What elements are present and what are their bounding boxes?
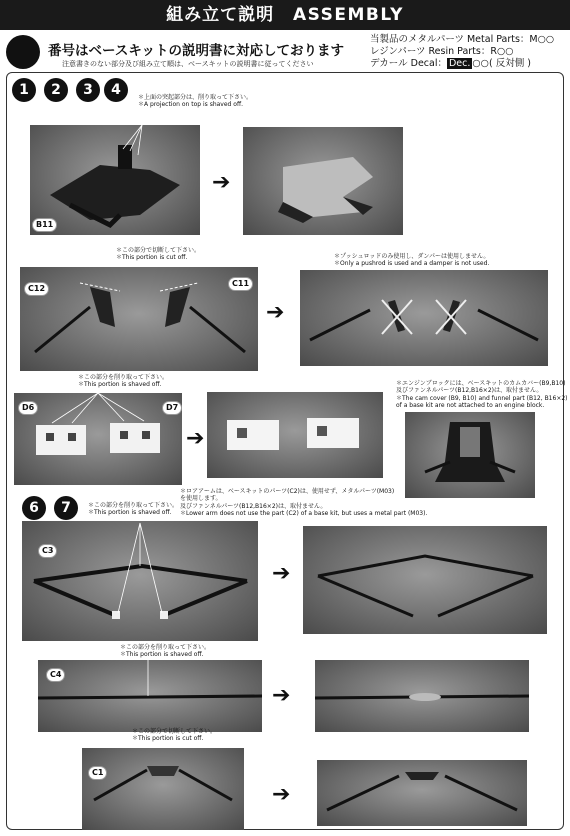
note-cut-off-1 bbox=[116, 247, 200, 262]
engine-block-illustration bbox=[405, 412, 535, 498]
upright-illustration bbox=[82, 748, 244, 830]
note-lower-arm-jp2: を使用します。 bbox=[180, 495, 222, 503]
note-lower-arm bbox=[180, 488, 427, 518]
page-header bbox=[0, 0, 570, 30]
intro-title: 番号はベースキットの説明書に対応しております bbox=[48, 43, 345, 59]
rod-shaved-illustration bbox=[315, 660, 529, 732]
header-title-jp: 組み立て説明 bbox=[166, 5, 275, 25]
arrow-right-icon: ➔ bbox=[272, 782, 291, 807]
photo-pushrods-after bbox=[300, 270, 548, 366]
note-cam-cover-en1: ＊The cam cover (B9, B10) and funnel part (B12, B16×2) bbox=[396, 394, 568, 402]
note-cut-off-2-jp: ＊この部分で切断して下さい。 bbox=[132, 728, 217, 735]
note-lower-arm-en: ＊Lower arm does not use the part (C2) of a base kit, but uses a metal part (M03). bbox=[180, 510, 428, 518]
parts-legend bbox=[370, 34, 554, 70]
intro-section bbox=[0, 32, 570, 72]
note-pushrod-jp: ＊プッシュロッドのみ使用し、ダンパーは使用しません。 bbox=[334, 253, 490, 260]
part-tag-d6: D6 bbox=[18, 401, 38, 415]
step-number: 3 bbox=[76, 78, 100, 102]
note-cam-cover bbox=[396, 380, 568, 410]
note-cam-cover-en2: of a base kit are not attached to an engine block. bbox=[396, 402, 545, 410]
arrow-right-icon: ➔ bbox=[212, 170, 231, 195]
note-shaved-1 bbox=[78, 374, 168, 389]
note-cut-off-2 bbox=[132, 728, 216, 743]
part-tag-c1: C1 bbox=[88, 766, 107, 780]
note-shaved-3 bbox=[120, 644, 210, 659]
legend-resin: レジンパーツ Resin Parts：R○○ bbox=[370, 46, 514, 57]
intro-note: 注意書きのない部分及び組み立て順は、ベースキットの説明書に従ってください bbox=[62, 60, 314, 68]
legend-decal-prefix: デカール Decal： bbox=[370, 58, 447, 69]
rod-illustration bbox=[38, 660, 262, 732]
bullet-dot-icon bbox=[6, 35, 40, 69]
arrow-right-icon: ➔ bbox=[266, 300, 285, 325]
arrow-right-icon: ➔ bbox=[186, 426, 205, 451]
photo-blocks-before bbox=[14, 393, 182, 485]
photo-engine-block bbox=[405, 412, 535, 498]
step-number: 1 bbox=[12, 78, 36, 102]
part-tag-d7: D7 bbox=[162, 401, 182, 415]
legend-metal: 当製品のメタルパーツ Metal Parts：M○○ bbox=[370, 34, 555, 45]
note-pushrod-en: ＊Only a pushrod is used and a damper is not used. bbox=[334, 260, 490, 268]
note-lower-arm-jp3: 及びファンネルパーツ(B12,B16×2)は、取付ません。 bbox=[180, 502, 327, 510]
lower-arm-metal-illustration bbox=[303, 526, 547, 634]
note-projection-en: ＊A projection on top is shaved off. bbox=[138, 101, 243, 109]
note-shaved-3-jp: ＊この部分を削り取って下さい。 bbox=[120, 644, 211, 651]
note-shaved-2-jp: ＊この部分を削り取って下さい。 bbox=[88, 502, 179, 509]
resin-blocks-shaved-illustration bbox=[207, 392, 383, 478]
note-cut-off-1-en: ＊This portion is cut off. bbox=[116, 254, 188, 262]
photo-lower-arm-after bbox=[303, 526, 547, 634]
photo-rod-before bbox=[38, 660, 262, 732]
chassis-part-illustration bbox=[30, 125, 200, 235]
note-projection-jp: ＊上面の突起部分は、削り取って下さい。 bbox=[138, 94, 253, 101]
photo-blocks-after bbox=[207, 392, 383, 478]
photo-upright-before bbox=[82, 748, 244, 830]
note-shaved-2-en: ＊This portion is shaved off. bbox=[88, 509, 172, 517]
arrow-right-icon: ➔ bbox=[272, 683, 291, 708]
legend-decal-box: Dec. bbox=[448, 58, 471, 69]
note-cam-cover-jp1: ＊エンジンブロックには、ベースキットのカムカバー(B9,B10) bbox=[396, 380, 566, 387]
note-cut-off-2-en: ＊This portion is cut off. bbox=[132, 735, 204, 743]
arrow-right-icon: ➔ bbox=[272, 561, 291, 586]
part-tag-b11: B11 bbox=[32, 218, 57, 232]
resin-blocks-illustration bbox=[14, 393, 182, 485]
photo-chassis-before bbox=[30, 125, 200, 235]
part-tag-c11: C11 bbox=[228, 277, 253, 291]
photo-rod-after bbox=[315, 660, 529, 732]
note-cut-off-1-jp: ＊この部分で切断して下さい。 bbox=[116, 247, 201, 254]
photo-pushrods-before bbox=[20, 267, 258, 371]
note-lower-arm-jp1: ＊ロアアームは、ベースキットのパーツ(C2)は、使用せず、メタルパーツ(M03) bbox=[180, 488, 395, 495]
step-number: 2 bbox=[44, 78, 68, 102]
step-number: 7 bbox=[54, 496, 78, 520]
note-projection bbox=[138, 94, 252, 109]
header-title-en: ASSEMBLY bbox=[293, 5, 404, 25]
step-number: 4 bbox=[104, 78, 128, 102]
part-tag-c12: C12 bbox=[24, 282, 49, 296]
legend-decal-suffix: ○○( 反対側 ) bbox=[472, 58, 531, 69]
note-shaved-1-jp: ＊この部分を削り取って下さい。 bbox=[78, 374, 169, 381]
legend-decal bbox=[370, 58, 554, 70]
upright-cut-illustration bbox=[317, 760, 527, 826]
step-number: 6 bbox=[22, 496, 46, 520]
note-shaved-1-en: ＊This portion is shaved off. bbox=[78, 381, 162, 389]
note-cam-cover-jp2: 及びファンネルパーツ(B12,B16×2)は、取付ません。 bbox=[396, 387, 543, 395]
part-tag-c3: C3 bbox=[38, 544, 57, 558]
photo-upright-after bbox=[317, 760, 527, 826]
chassis-shaved-illustration bbox=[243, 127, 403, 235]
pushrod-crossed-illustration bbox=[300, 270, 548, 366]
photo-chassis-after bbox=[243, 127, 403, 235]
pushrod-pair-illustration bbox=[20, 267, 258, 371]
note-shaved-2 bbox=[88, 502, 178, 517]
note-shaved-3-en: ＊This portion is shaved off. bbox=[120, 651, 204, 659]
lower-arm-illustration bbox=[22, 521, 258, 641]
part-tag-c4: C4 bbox=[46, 668, 65, 682]
photo-lower-arm-before bbox=[22, 521, 258, 641]
note-pushrod bbox=[334, 253, 489, 268]
